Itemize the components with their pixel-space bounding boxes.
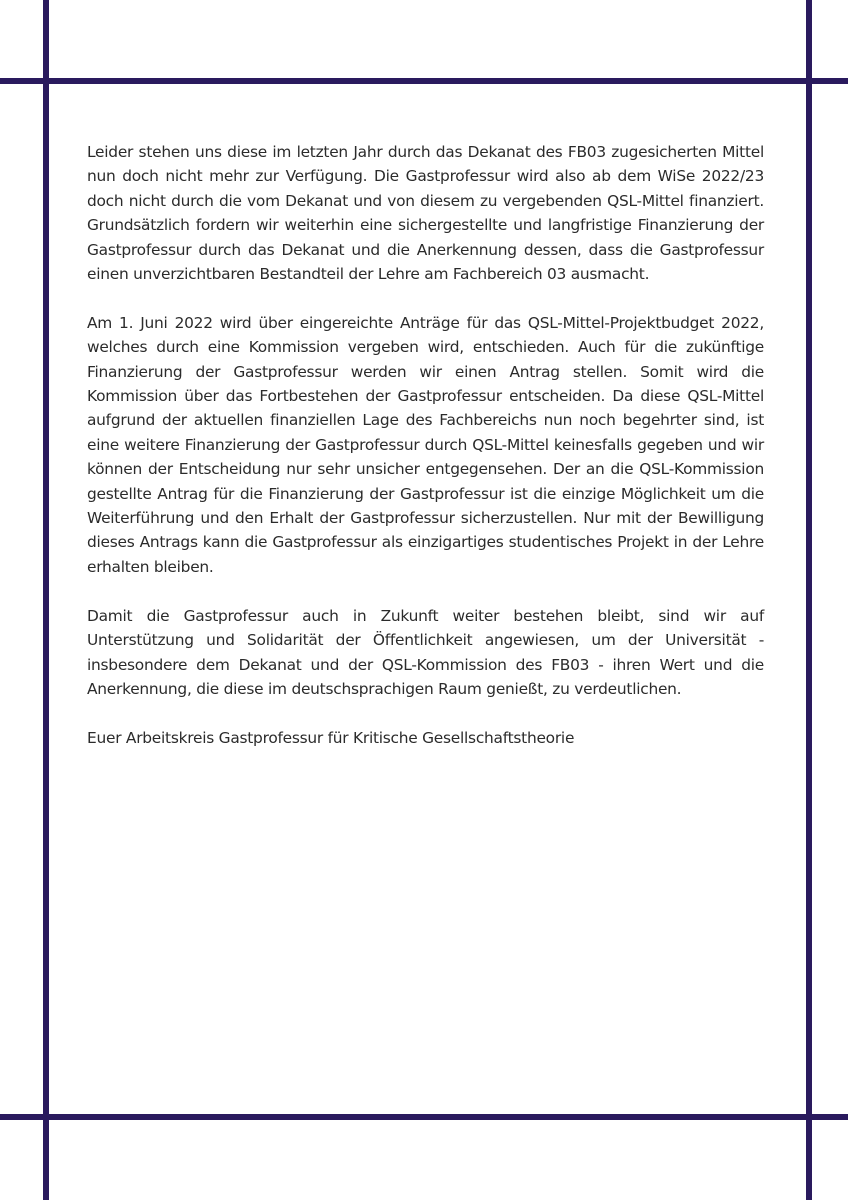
frame-line-right bbox=[806, 0, 812, 1200]
paragraph-commission-decision: Am 1. Juni 2022 wird über eingereichte Anträge für das QSL-Mittel-Projektbudget 2022, welches durch eine Kommission vergeben wird, entschieden. Auch für die zukünftige Finanzierung der Gastprofessur werden wir einen Antrag stellen. Somit wird die Kommission über das Fortbestehen der Gastprofessur entscheiden. Da diese QSL-Mittel aufgrund der aktuellen finanziellen Lage des Fachbereichs nun noch begehrter sind, ist eine weitere Finanzierung der Gastprofessur durch QSL-Mittel keinesfalls gegeben und wir können der Entscheidung nur sehr unsicher entgegensehen. Der an die QSL-Kommission gestellte Antrag für die Finanzierung der Gastprofessur ist die einzige Möglichkeit um die Weiterführung und den Erhalt der Gastprofessur sicherzustellen. Nur mit der Bewilligung dieses Antrags kann die Gastprofessur als einzigartiges studentisches Projekt in der Lehre erhalten bleiben. bbox=[87, 313, 764, 576]
signature-line: Euer Arbeitskreis Gastprofessur für Kritische Gesellschaftstheorie bbox=[87, 728, 575, 747]
frame-line-top bbox=[0, 78, 848, 84]
paragraph-call-for-support: Damit die Gastprofessur auch in Zukunft weiter bestehen bleibt, sind wir auf Unterstützung und Solidarität der Öffentlichkeit angewiesen, um der Universität - insbesondere dem Dekanat und der QSL-Kommission des FB03 - ihren Wert und die Anerkennung, die diese im deutschsprachigen Raum genießt, zu verdeutlichen. bbox=[87, 606, 764, 698]
paragraph-funding-withdrawn: Leider stehen uns diese im letzten Jahr durch das Dekanat des FB03 zugesicherten Mittel nun doch nicht mehr zur Verfügung. Die Gastprofessur wird also ab dem WiSe 2022/23 doch nicht durch die vom Dekanat und von diesem zu vergebenden QSL-Mittel finanziert. Grundsätzlich fordern wir weiterhin eine sichergestellte und langfristige Finanzierung der Gastprofessur durch das Dekanat und die Anerkennung dessen, dass die Gastprofessur einen unverzichtbaren Bestandteil der Lehre am Fachbereich 03 ausmacht. bbox=[87, 143, 764, 284]
document-body bbox=[87, 140, 764, 775]
frame-line-bottom bbox=[0, 1114, 848, 1120]
frame-line-left bbox=[43, 0, 49, 1200]
